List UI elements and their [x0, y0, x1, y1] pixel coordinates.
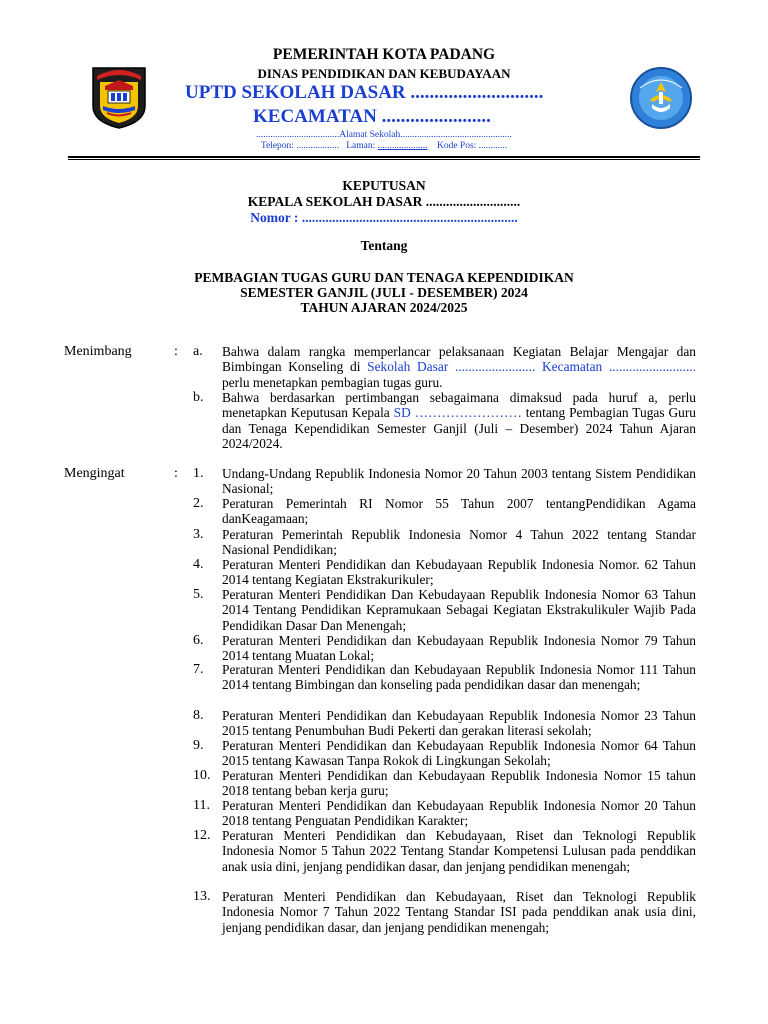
mengingat-item-mark: 2. — [193, 496, 204, 511]
menimbang-a-school-placeholder: Sekolah Dasar ........................ Kecamatan .......................... — [367, 359, 696, 375]
letterhead-rule-thin — [68, 159, 700, 160]
menimbang-a-text-1: Bahwa dalam rangka memperlancar pelaksanaan Kegiatan Belajar Mengajar dan Bimbingan Konseling di — [222, 344, 696, 375]
menimbang-item-b — [222, 390, 696, 452]
menimbang-b-text-2: tentang Pembagian Tugas Guru dan Tenaga Kependidikan Semester Ganjil (Juli – Desember) 2024 Tahun Ajaran 2024/2024. — [222, 405, 696, 452]
mengingat-item: Peraturan Menteri Pendidikan dan Kebudayaan Republik Indonesia Nomor. 62 Tahun 2014 tentang Kegiatan Ekstrakurikuler; — [222, 557, 696, 588]
mengingat-item-mark: 3. — [193, 527, 204, 542]
mengingat-item: Peraturan Menteri Pendidikan dan Kebudayaan Republik Indonesia Nomor 111 Tahun 2014 tentang Bimbingan dan konseling pada pendidikan dasar dan menengah; — [222, 662, 696, 693]
menimbang-item-mark: a. — [193, 344, 203, 359]
decree-issuer: KEPALA SEKOLAH DASAR ............................ — [247, 194, 521, 209]
mengingat-item: Peraturan Menteri Pendidikan dan Kebudayaan Republik Indonesia Nomor 79 Tahun 2014 tentang Muatan Lokal; — [222, 633, 696, 664]
menimbang-label: Menimbang — [64, 344, 132, 359]
mengingat-item-mark: 13. — [193, 889, 211, 904]
decree-subject-line-3: TAHUN AJARAN 2024/2025 — [300, 300, 468, 315]
postal-code-text: Kode Pos: ............ — [436, 141, 508, 151]
department-name: DINAS PENDIDIKAN DAN KEBUDAYAAN — [257, 66, 511, 81]
website-link[interactable]: ..................... — [377, 141, 428, 151]
contact-line — [200, 141, 568, 151]
mengingat-colon: : — [174, 466, 178, 481]
letterhead-rule-thick — [68, 156, 700, 158]
menimbang-item-a — [222, 344, 696, 390]
mengingat-item-mark: 6. — [193, 633, 204, 648]
decree-subject-line-1: PEMBAGIAN TUGAS GURU DAN TENAGA KEPENDIDIKAN — [194, 270, 574, 285]
mengingat-item-mark: 9. — [193, 738, 204, 753]
mengingat-item-mark: 10. — [193, 768, 211, 783]
menimbang-b-text-1: Bahwa berdasarkan pertimbangan sebagaimana dimaksud pada huruf a, perlu menetapkan Keputusan Kepala — [222, 390, 696, 421]
mengingat-item: Peraturan Menteri Pendidikan dan Kebudayaan, Riset dan Teknologi Republik Indonesia Nomor 7 Tahun 2022 Tentang Standar ISI pada penddikan anak usia dini, jenjang pendidikan dasar, dan jenjang pendidikan menengah; — [222, 889, 696, 935]
menimbang-b-school-placeholder: SD …………………… — [393, 405, 522, 421]
mengingat-item: Peraturan Menteri Pendidikan dan Kebudayaan Republik Indonesia Nomor 23 Tahun 2015 tentang Penumbuhan Budi Pekerti dan gerakan literasi sekolah; — [222, 708, 696, 739]
mengingat-item: Peraturan Menteri Pendidikan dan Kebudayaan Republik Indonesia Nomor 15 tahun 2018 tentang beban kerja guru; — [222, 768, 696, 799]
decree-heading: KEPUTUSAN — [342, 178, 426, 193]
mengingat-item-mark: 7. — [193, 662, 204, 677]
school-address: ...................................Alamat Sekolah............................................... — [256, 130, 512, 140]
school-name: UPTD SEKOLAH DASAR ............................ — [185, 82, 544, 103]
website-label: Laman: — [346, 141, 376, 151]
mengingat-item: Peraturan Menteri Pendidikan Dan Kebudayaan Republik Indonesia Nomor 63 Tahun 2014 Tentang Pendidikan Kepramukaan Sebagai Kegiatan Ekstrakulikuler Wajib Pada Pendidikan Dasar Dan Menengah; — [222, 587, 696, 633]
decree-number: Nomor : ................................................................ — [250, 210, 518, 225]
kecamatan-name: KECAMATAN ....................... — [253, 106, 491, 127]
mengingat-label: Mengingat — [64, 466, 125, 481]
mengingat-item-mark: 11. — [193, 798, 210, 813]
mengingat-item-mark: 8. — [193, 708, 204, 723]
mengingat-item: Peraturan Pemerintah RI Nomor 55 Tahun 2007 tentangPendidikan Agama danKeagamaan; — [222, 496, 696, 527]
government-name: PEMERINTAH KOTA PADANG — [272, 46, 496, 63]
decree-about-label: Tentang — [360, 238, 408, 253]
mengingat-item-mark: 12. — [193, 828, 211, 843]
menimbang-a-text-2: perlu menetapkan pembagian tugas guru. — [222, 374, 443, 390]
menimbang-item-mark: b. — [193, 390, 204, 405]
mengingat-item: Peraturan Menteri Pendidikan dan Kebudayaan Republik Indonesia Nomor 64 Tahun 2015 tentang Kawasan Tanpa Rokok di Lingkungan Sekolah; — [222, 738, 696, 769]
mengingat-item: Peraturan Menteri Pendidikan dan Kebudayaan Republik Indonesia Nomor 20 Tahun 2018 tentang Penguatan Pendidikan Karakter; — [222, 798, 696, 829]
phone-text: Telepon: .................. — [260, 141, 340, 151]
mengingat-item-mark: 1. — [193, 466, 204, 481]
mengingat-item: Undang-Undang Republik Indonesia Nomor 20 Tahun 2003 tentang Sistem Pendidikan Nasional; — [222, 466, 696, 497]
mengingat-item: Peraturan Menteri Pendidikan dan Kebudayaan, Riset dan Teknologi Republik Indonesia Nomor 5 Tahun 2022 Tentang Standar Kompetensi Lulusan pada penddikan anak usia dini, jenjang pendidikan dasar, dan jenjang pendidikan menengah; — [222, 828, 696, 874]
mengingat-item-mark: 5. — [193, 587, 204, 602]
mengingat-item-mark: 4. — [193, 557, 204, 572]
decree-subject-line-2: SEMESTER GANJIL (JULI - DESEMBER) 2024 — [240, 285, 528, 300]
mengingat-item: Peraturan Pemerintah Republik Indonesia Nomor 4 Tahun 2022 tentang Standar Nasional Pendidikan; — [222, 527, 696, 558]
menimbang-colon: : — [174, 344, 178, 359]
